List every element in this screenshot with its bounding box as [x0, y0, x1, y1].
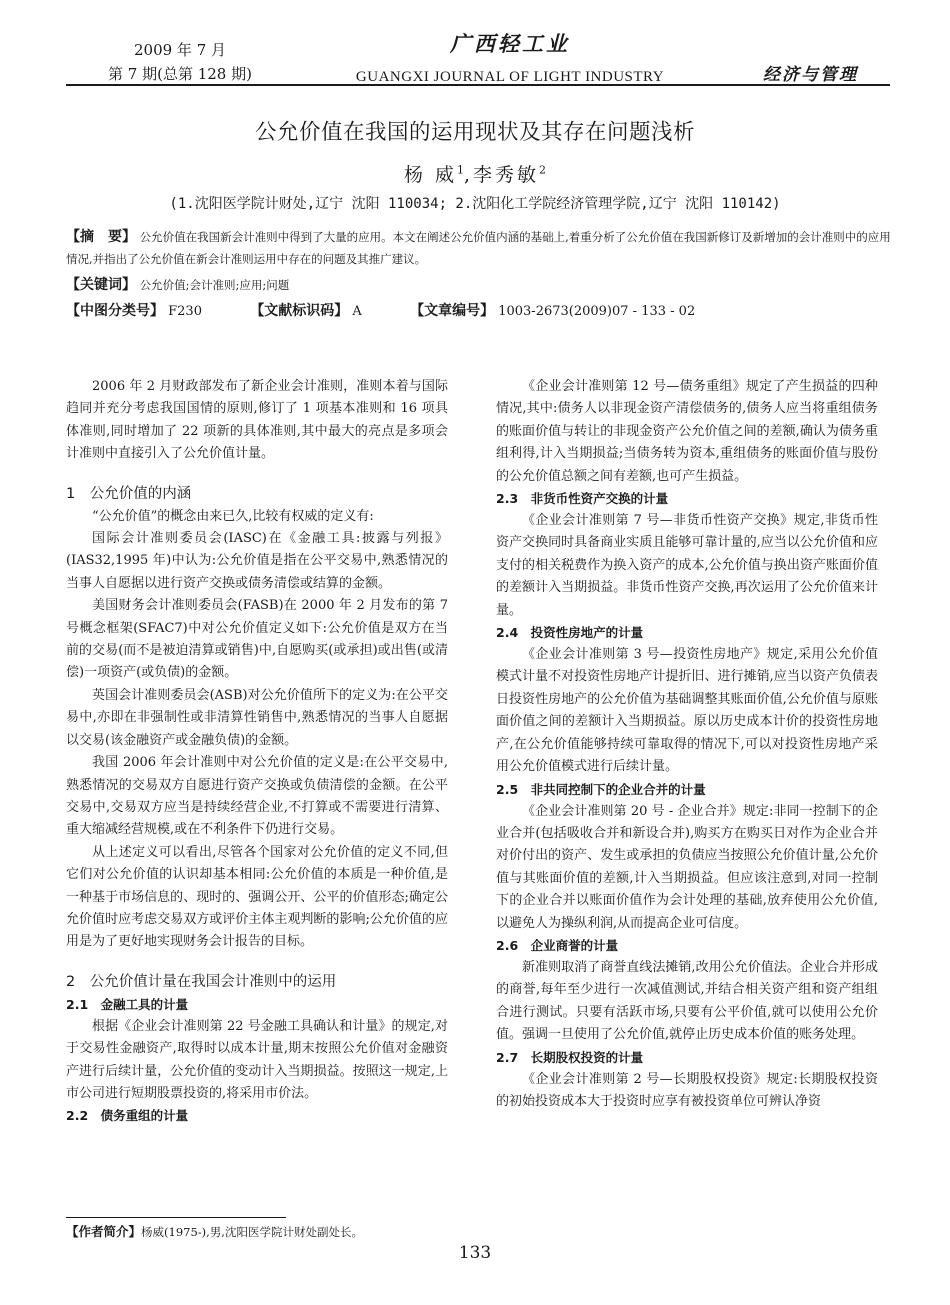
paragraph: 从上述定义可以看出,尽管各个国家对公允价值的定义不同,但它们对公允价值的认识却基本相同:公允价值的本质是一种价值,是一种基于市场信息的、现时的、强调公开、公平的价值形态;确定公允价值时应考虑交易双方或评价主体主观判断的影响;公允价值的应用是为了更好地实现财务会计报告的目标。 [66, 844, 448, 950]
clc-label: 【中图分类号】 [66, 303, 164, 319]
paragraph: 《企业会计准则第 7 号—非货币性资产交换》规定,非货币性资产交换同时具备商业实质且能够可靠计量的,应当以公允价值和应支付的相关税费作为换入资产的成本,公允价值与换出资产账面价值的差额计入当期损益。非货币性资产交换,再次运用了公允价值来计量。 [496, 513, 878, 618]
author-2-mark: 2 [539, 163, 547, 177]
abstract [66, 226, 896, 270]
author-2: 李秀敏 [473, 164, 540, 186]
section-label: 经济与管理 [763, 65, 858, 85]
article-title: 公允价值在我国的运用现状及其存在问题浅析 [254, 120, 695, 145]
right-column [496, 376, 878, 1113]
section-2-7-heading: 2.7 长期股权投资的计量 [496, 1049, 644, 1065]
keywords-text: 公允价值;会计准则;应用;问题 [139, 278, 290, 292]
paragraph: 《企业会计准则第 3 号—投资性房地产》规定,采用公允价值模式计量不对投资性房地产计提折旧、进行摊销,应当以资产负债表日投资性房地产的公允价值为基础调整其账面价值,公允价值与原账面价值之间的差额计入当期损益。原以历史成本计价的投资性房地产,在公允价值能够持续可靠取得的情况下,可以对投资性房地产采用公允价值模式进行后续计量。 [496, 647, 878, 775]
issue-date: 2009 年 7 月 [133, 41, 227, 59]
section-2-3-heading: 2.3 非货币性资产交换的计量 [496, 491, 669, 507]
section-2-2-heading: 2.2 债务重组的计量 [66, 1108, 189, 1124]
section-2-heading: 2 公允价值计量在我国会计准则中的运用 [66, 973, 337, 990]
section-2-1-heading: 2.1 金融工具的计量 [66, 996, 189, 1012]
section-2-6-heading: 2.6 企业商誉的计量 [496, 937, 619, 953]
author-line: 杨 威$^1$,李秀敏$^2$ [403, 163, 547, 186]
page-number: 133 [458, 1243, 492, 1263]
author-1-mark: 1 [456, 163, 464, 177]
journal-title-cn: 广西轻工业 [450, 32, 570, 56]
header-issue-info [90, 38, 270, 86]
journal-title-en: GUANGXI JOURNAL OF LIGHT INDUSTRY [355, 69, 665, 85]
paragraph: 《企业会计准则第 20 号 - 企业合并》规定:非同一控制下的企业合并(包括吸收合并和新设合并),购买方在购买日对作为企业合并对价付出的资产、发生或承担的负债应当按照公允价值计量,公允价值与其账面价值的差额,计入当期损益。但应该注意到,对同一控制下的企业合并以账面价值作为会计处理的基础,放弃使用公允价值,以避免人为操纵利润,从而提高企业可信度。 [496, 803, 878, 931]
paragraph: 国际会计准则委员会(IASC)在《金融工具:披露与列报》(IAS32,1995 年)中认为:公允价值是指在公平交易中,熟悉情况的当事人自愿据以进行资产交换或债务清偿或结算的金额。 [66, 531, 448, 591]
journal-masthead [300, 28, 720, 86]
header-divider [66, 84, 890, 86]
section-2-5-heading: 2.5 非共同控制下的企业合并的计量 [496, 781, 706, 797]
paragraph: 英国会计准则委员会(ASB)对公允价值所下的定义为:在公平交易中,亦即在非强制性或非清算性销售中,熟悉情况的当事人自愿据以交易(该金融资产或金融负债)的金额。 [66, 687, 448, 748]
section-2-4-heading: 2.4 投资性房地产的计量 [496, 625, 644, 641]
article-number-label: 【文章编号】 [410, 303, 495, 319]
footnote-divider [66, 1217, 286, 1218]
author-bio-footnote [66, 1222, 363, 1240]
doc-code-value: A [352, 304, 362, 319]
paragraph: 我国 2006 年会计准则中对公允价值的定义是:在公平交易中,熟悉情况的交易双方自愿进行资产交换或负债清偿的金额。在公平交易中,交易双方应当是持续经营企业,不打算或不需要进行清算、重大缩减经营规模,或在不利条件下仍进行交易。 [66, 755, 448, 838]
abstract-text: 公允价值在我国新会计准则中得到了大量的应用。本文在阐述公允价值内涵的基础上,着重分析了公允价值在我国新修订及新增加的会计准则中的应用情况,并指出了公允价值在新会计准则运用中存在的问题及其推广建议。 [66, 230, 891, 266]
paragraph: 《企业会计准则第 12 号—债务重组》规定了产生损益的四种情况,其中:债务人以非现金资产清偿债务的,债务人应当将重组债务的账面价值与转让的非现金资产公允价值之间的差额,确认为债务重组利得,计入当期损益;当债务转为资本,重组债务的账面价值与股份的公允价值总额之间有差额,也可产生损益。 [496, 379, 878, 484]
paragraph: 根据《企业会计准则第 22 号金融工具确认和计量》的规定,对于交易性金融资产,取得时以成本计量,期末按照公允价值对金融资产进行后续计量，公允价值的变动计入当期损益。按照这一规定,上市公司进行短期股票投资的,将采用市价法。 [66, 1018, 448, 1101]
keywords [66, 274, 896, 296]
author-bio-text: 杨威(1975-),男,沈阳医学院计财处副处长。 [141, 1225, 363, 1239]
paragraph: “公允价值”的概念由来已久,比较有权威的定义有: [92, 508, 374, 524]
left-column [66, 376, 448, 1127]
clc-value: F230 [168, 304, 202, 319]
author-1: 杨 威 [403, 164, 457, 186]
affiliations: (1.沈阳医学院计财处,辽宁 沈阳 110034; 2.沈阳化工学院经济管理学院,辽宁 沈阳 110142) [169, 196, 781, 212]
keywords-label: 【关键词】 [66, 277, 136, 293]
paragraph: 新准则取消了商誉直线法摊销,改用公允价值法。企业合并形成的商誉,每年至少进行一次减值测试,并结合相关资产组和资产组组合进行测试。只要有活跃市场,只要有公平价值,就可以使用公允价值。强调一旦使用了公允价值,就停止历史成本价值的账务处理。 [496, 959, 878, 1043]
author-bio-label: 【作者简介】 [66, 1224, 142, 1239]
article-number-value: 1003-2673(2009)07 - 133 - 02 [498, 304, 696, 319]
classification-line [66, 300, 896, 323]
doc-code-label: 【文献标识码】 [250, 303, 349, 319]
intro-paragraph: 2006 年 2 月财政部发布了新企业会计准则，准则本着与国际趋同并充分考虑我国国情的原则,修订了 1 项基本准则和 16 项具体准则,同时增加了 22 项新的具体准则,其中最大的亮点是多项会计准则中直接引入了公允价值计量。 [66, 379, 448, 462]
section-1-heading: 1 公允价值的内涵 [66, 485, 192, 502]
abstract-label: 【摘 要】 [66, 229, 136, 245]
issue-number: 第 7 期(总第 128 期) [108, 65, 252, 83]
paragraph: 《企业会计准则第 2 号—长期股权投资》规定:长期股权投资的初始投资成本大于投资时应享有被投资单位可辨认净资 [496, 1071, 878, 1109]
paragraph: 美国财务会计准则委员会(FASB)在 2000 年 2 月发布的第 7 号概念框架(SFAC7)中对公允价值定义如下:公允价值是双方在当前的交易(而不是被迫清算或销售)中,自愿购买(或承担)或出售(或清偿)一项资产(或负债)的金额。 [66, 598, 448, 681]
